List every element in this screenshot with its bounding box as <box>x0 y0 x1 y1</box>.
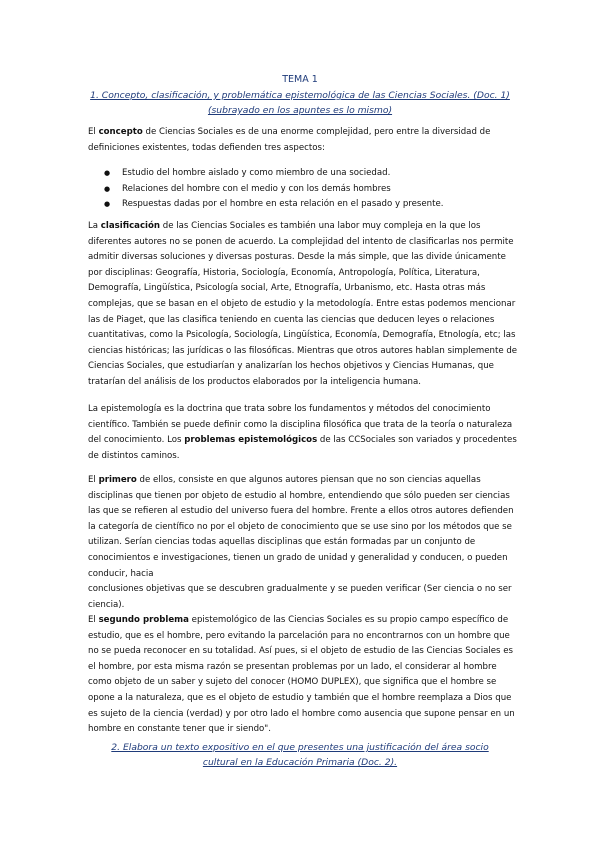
list-item: ● Relaciones del hombre con el medio y con los demás hombres <box>104 182 524 198</box>
section-heading-2 <box>60 740 540 770</box>
problemas-term: problemas epistemológicos <box>184 435 318 446</box>
list-item: ● Estudio del hombre aislado y como miembro de una sociedad. <box>104 166 524 182</box>
page-title: TEMA 1 <box>282 74 318 85</box>
section-heading-1-line-2: (subrayado en los apuntes es lo mismo) <box>207 105 393 116</box>
aspects-list <box>104 166 524 213</box>
primero-term: primero <box>98 475 137 485</box>
section-heading-1 <box>60 88 540 118</box>
epistemologia-paragraph: La epistemología es la doctrina que trata sobre los fundamentos y métodos del conocimiento científico. También se puede definir como la disciplina filosófica que trata de la teoría o naturaleza del conocimiento. Los problemas epistemológicos de las CCSociales son variados y procedentes de distintos caminos. <box>88 404 517 461</box>
intro-paragraph: El concepto de Ciencias Sociales es de una enorme complejidad, pero entre la diversidad de definiciones existentes, todas defienden tres aspectos: <box>88 127 491 153</box>
concepto-term: concepto <box>98 127 143 137</box>
section-heading-1-line-1: 1. Concepto, clasificación, y problemática epistemológica de las Ciencias Sociales. (Doc. 1) <box>90 90 510 101</box>
segundo-term: segundo problema <box>98 615 189 625</box>
segundo-paragraph: El segundo problema epistemológico de las Ciencias Sociales es su propio campo específico de estudio, que es el hombre, pero evitando la parcelación para no encontrarnos con un hombre que no se pueda reconocer en su totalidad. Así pues, si el objeto de estudio de las Ciencias Sociales es el hombre, por esta misma razón se presentan problemas por un lado, el considerar al hombre como objeto de un saber y sujeto del conocer (HOMO DUPLEX), que significa que el hombre se opone a la naturaleza, que es el objeto de estudio y también que el hombre reemplaza a Dios que es sujeto de la ciencia (verdad) y por otro lado el hombre como ausencia que supone pensar en un hombre en constante tener que ir siendo". <box>88 615 515 735</box>
clasificacion-term: clasificación <box>100 221 161 231</box>
primero-paragraph: El primero de ellos, consiste en que algunos autores piensan que no son ciencias aquellas disciplinas que tienen por objeto de estudio al hombre, entendiendo que sólo pueden ser ciencias las que se refieren al estudio del universo fuera del hombre. Frente a ellos otros autores defienden la categoría de científico no por el objeto de conocimiento que se use sino por los métodos que se utilizan. Serían ciencias todas aquellas disciplinas que están formadas par un conjunto de conocimientos e investigaciones, tienen un grado de unidad y generalidad y conducen, o pueden conducir, hacia conclusiones objetivas que se descubren gradualmente y se pueden verificar (Ser ciencia o no ser ciencia). <box>88 475 514 610</box>
clasificacion-paragraph: La clasificación de las Ciencias Sociales es también una labor muy compleja en la que los diferentes autores no se ponen de acuerdo. La complejidad del intento de clasificarlas nos permite admitir diversas soluciones y diversas posturas. Desde la más simple, que las divide únicamente por disciplinas: Geografía, Historia, Sociología, Economía, Antropología, Política, Literatura, Demografía, Lingüística, Psicología social, Arte, Etnografía, Urbanismo, etc. Hasta otras más complejas, que se basan en el objeto de estudio y la metodología. Entre estas podemos mencionar las de Piaget, que las clasifica teniendo en cuenta las ciencias que deducen leyes o relaciones cuantitativas, como la Psicología, Sociología, Lingüística, Economía, Demografía, Etnología, etc; las ciencias históricas; las jurídicas o las filosóficas. Mientras que otros autores hablan simplemente de Ciencias Sociales, que estudiarían y analizarían los hechos objetivos y Ciencias Humanas, que tratarían del análisis de los productos elaborados por la inteligencia humana. <box>88 221 518 387</box>
section-heading-2-line-1: 2. Elabora un texto expositivo en el que presentes una justificación del área socio <box>111 742 489 753</box>
section-heading-2-line-2: cultural en la Educación Primaria (Doc. 2). <box>202 757 398 768</box>
list-item: ● Respuestas dadas por el hombre en esta relación en el pasado y presente. <box>104 197 524 213</box>
